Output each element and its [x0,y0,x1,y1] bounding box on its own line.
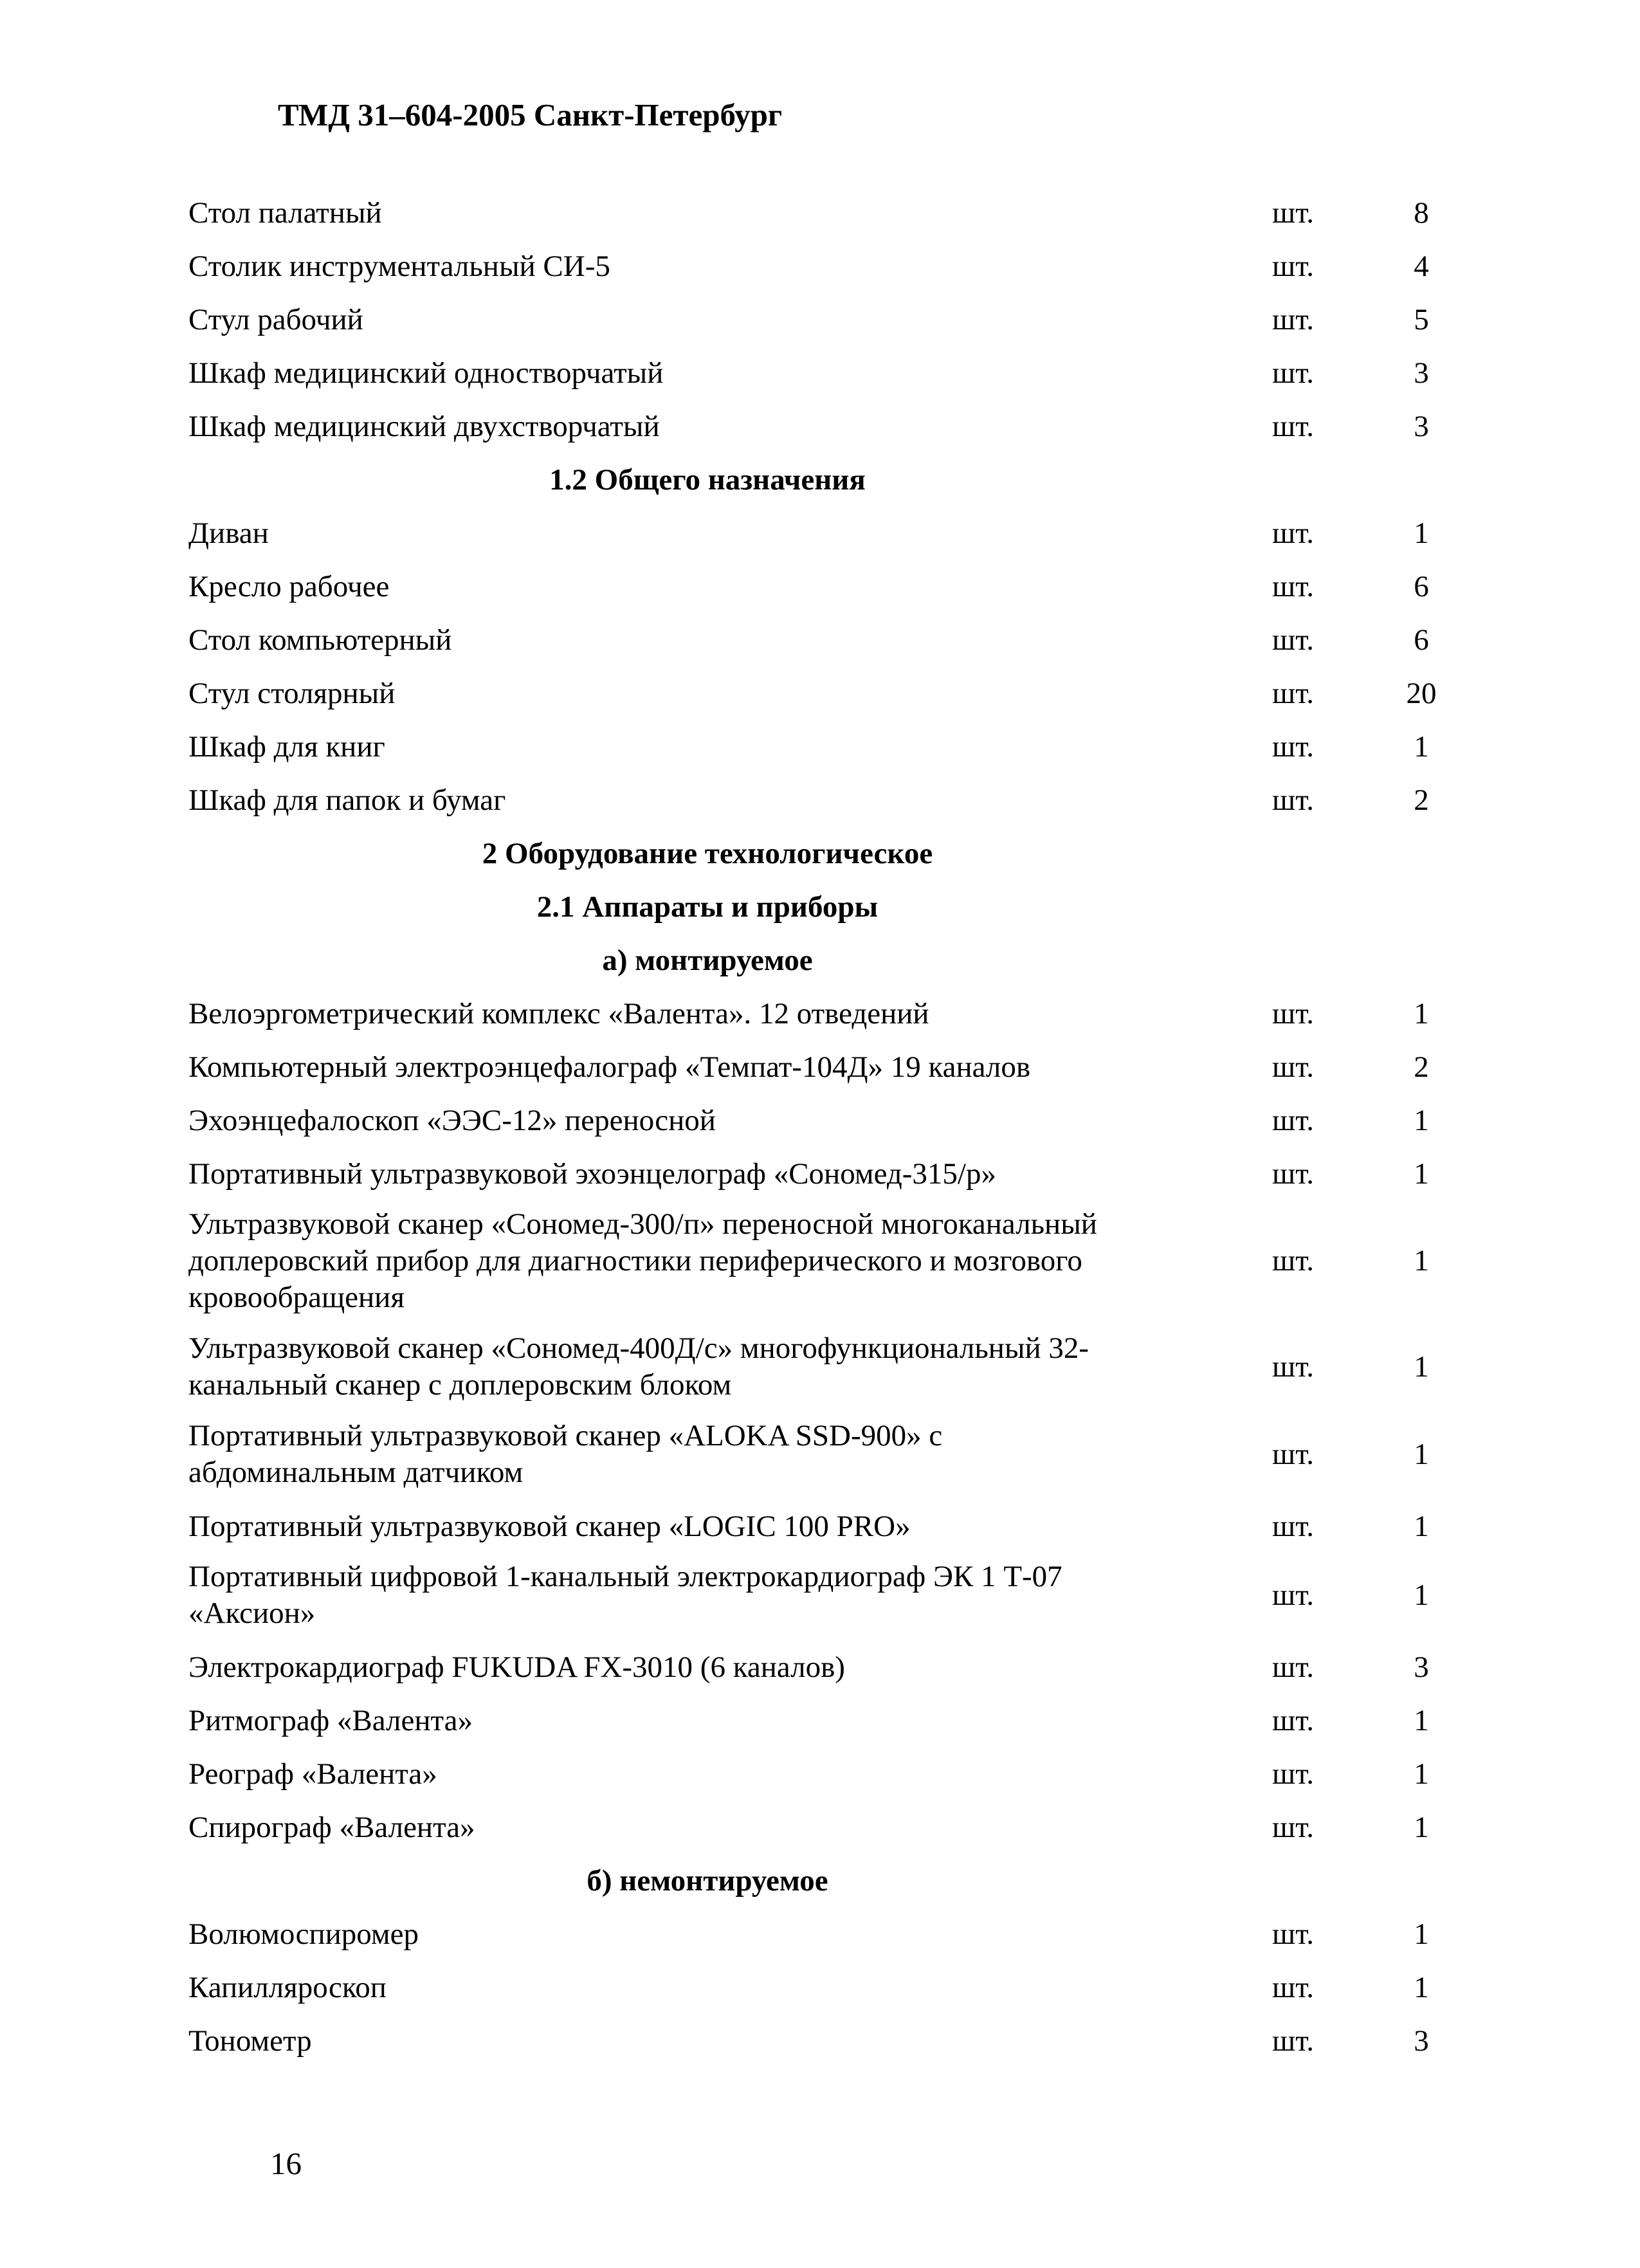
item-name: Шкаф для книг [188,730,385,764]
item-name: Электрокардиограф FUKUDA FX-3010 (6 каналов) [188,1651,845,1684]
item-quantity: 5 [1414,303,1429,336]
section-heading: 1.2 Общего назначения [549,463,866,497]
item-quantity: 1 [1414,1811,1429,1844]
item-quantity: 3 [1414,356,1429,390]
item-name: Столик инструментальный СИ-5 [188,250,610,283]
equipment-row [0,667,1640,720]
equipment-row [0,1413,1640,1500]
item-unit: шт. [1272,623,1314,657]
item-unit: шт. [1272,783,1314,817]
item-unit: шт. [1272,1971,1314,2004]
equipment-row [0,1148,1640,1201]
equipment-row [0,720,1640,774]
equipment-row [0,1694,1640,1748]
item-name: Волюмоспиромер [188,1917,419,1951]
item-quantity: 1 [1414,1917,1429,1951]
item-unit: шт. [1272,356,1314,390]
equipment-row [0,347,1640,400]
equipment-row [0,1201,1640,1325]
item-name: Шкаф для папок и бумаг [188,783,506,817]
item-quantity: 3 [1414,1651,1429,1684]
item-name: Реограф «Валента» [188,1757,437,1791]
item-unit: шт. [1272,730,1314,764]
page-number: 16 [270,2146,302,2181]
equipment-row [0,2015,1640,2068]
item-quantity: 4 [1414,250,1429,283]
item-name: Портативный ультразвуковой сканер «ALOKA SSD-900» с абдоминальным датчиком [188,1419,943,1489]
item-name: Стул рабочий [188,303,363,336]
item-name: Спирограф «Валента» [188,1811,475,1844]
item-name: Капилляроскоп [188,1971,387,2004]
item-quantity: 2 [1414,1050,1429,1084]
item-name: Стол компьютерный [188,623,452,657]
item-unit: шт. [1272,997,1314,1030]
section-heading: б) немонтируемое [587,1864,828,1898]
item-unit: шт. [1272,1349,1314,1384]
item-unit: шт. [1272,2024,1314,2058]
item-unit: шт. [1272,1651,1314,1684]
equipment-row [0,560,1640,614]
item-quantity: 1 [1414,997,1429,1030]
item-quantity: 20 [1406,677,1437,710]
item-unit: шт. [1272,517,1314,550]
equipment-row [0,1325,1640,1413]
equipment-row [0,1908,1640,1961]
item-unit: шт. [1272,250,1314,283]
section-heading: а) монтируемое [602,944,813,977]
equipment-row [0,1641,1640,1694]
item-name: Эхоэнцефалоскоп «ЭЭС-12» переносной [188,1104,716,1137]
equipment-row [0,1094,1640,1148]
item-unit: шт. [1272,1050,1314,1084]
item-quantity: 3 [1414,2024,1429,2058]
equipment-row [0,1553,1640,1641]
item-unit: шт. [1272,1157,1314,1191]
item-quantity: 1 [1414,1349,1429,1384]
item-name: Велоэргометрический комплекс «Валента». 12 отведений [188,997,929,1030]
equipment-row [0,1801,1640,1854]
item-unit: шт. [1272,1437,1314,1471]
item-unit: шт. [1272,196,1314,230]
section-heading: 2.1 Аппараты и приборы [536,890,879,924]
item-quantity: 1 [1414,730,1429,764]
equipment-row [0,187,1640,240]
item-name: Тонометр [188,2024,312,2058]
equipment-row [0,987,1640,1041]
equipment-row [0,1748,1640,1801]
item-name: Шкаф медицинский двухстворчатый [188,410,660,443]
item-name: Ритмограф «Валента» [188,1704,473,1737]
item-unit: шт. [1272,1244,1314,1277]
item-quantity: 1 [1414,1437,1429,1471]
equipment-row [0,1500,1640,1553]
equipment-row [0,293,1640,347]
item-name: Диван [188,517,269,550]
item-quantity: 6 [1414,623,1429,657]
item-name: Компьютерный электроэнцефалограф «Темпат-104Д» 19 каналов [188,1050,1031,1084]
item-quantity: 1 [1414,517,1429,550]
document-header: ТМД 31–604-2005 Санкт-Петербург [278,97,783,133]
item-quantity: 1 [1414,1757,1429,1791]
equipment-row [0,400,1640,453]
item-quantity: 1 [1414,1244,1429,1277]
item-unit: шт. [1272,410,1314,443]
item-quantity: 8 [1414,196,1429,230]
item-unit: шт. [1272,1510,1314,1543]
item-name: Портативный ультразвуковой сканер «LOGIC 100 PRO» [188,1510,911,1543]
item-name: Ультразвуковой сканер «Сономед-400Д/с» многофункциональный 32- канальный сканер с доплеровским блоком [188,1331,1089,1402]
item-unit: шт. [1272,1917,1314,1951]
item-name: Кресло рабочее [188,570,390,603]
item-name: Стул столярный [188,677,396,710]
item-unit: шт. [1272,1104,1314,1137]
item-name: Ультразвуковой сканер «Сономед-300/п» переносной многоканальный доплеровский прибор для диагностики периферического и мозгового кровообращения [188,1207,1097,1314]
item-quantity: 1 [1414,1510,1429,1543]
item-quantity: 3 [1414,410,1429,443]
item-unit: шт. [1272,570,1314,603]
equipment-row [0,507,1640,560]
item-quantity: 2 [1414,783,1429,817]
item-unit: шт. [1272,303,1314,336]
equipment-list [0,187,1640,2068]
section-heading: 2 Оборудование технологическое [482,837,933,870]
equipment-row [0,614,1640,667]
item-quantity: 1 [1414,1704,1429,1737]
equipment-row [0,240,1640,293]
item-quantity: 1 [1414,1157,1429,1191]
item-name: Портативный цифровой 1-канальный электрокардиограф ЭК 1 Т-07 «Аксион» [188,1560,1062,1630]
item-name: Портативный ультразвуковой эхоэнцелограф «Сономед-315/р» [188,1157,996,1191]
equipment-row [0,774,1640,827]
item-quantity: 1 [1414,1104,1429,1137]
item-unit: шт. [1272,1578,1314,1612]
item-quantity: 1 [1414,1971,1429,2004]
item-unit: шт. [1272,1811,1314,1844]
item-unit: шт. [1272,1704,1314,1737]
item-quantity: 1 [1414,1578,1429,1612]
equipment-row [0,1961,1640,2015]
item-name: Стол палатный [188,196,382,230]
item-name: Шкаф медицинский одностворчатый [188,356,664,390]
item-unit: шт. [1272,677,1314,710]
item-quantity: 6 [1414,570,1429,603]
item-unit: шт. [1272,1757,1314,1791]
equipment-row [0,1041,1640,1094]
